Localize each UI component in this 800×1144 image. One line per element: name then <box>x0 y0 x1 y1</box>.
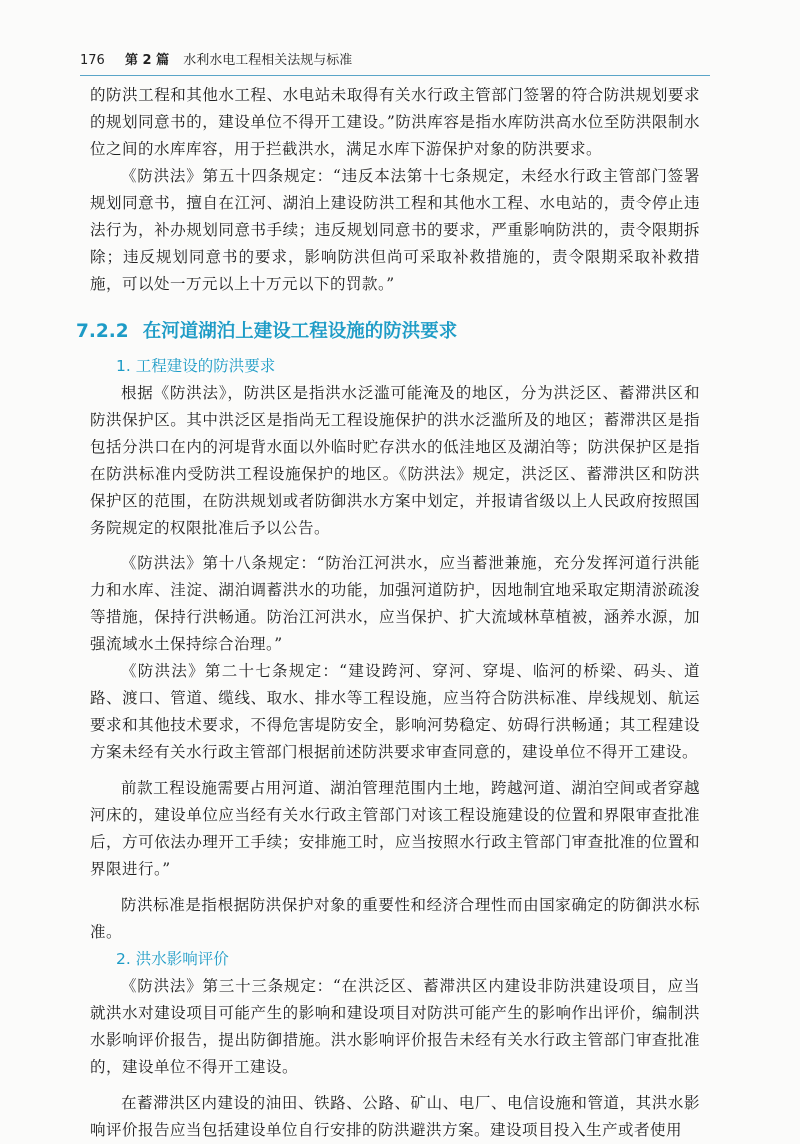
running-header <box>80 49 710 68</box>
section-number: 7.2.2 <box>76 321 129 342</box>
paragraph: 《防洪法》第五十四条规定：“违反本法第十七条规定，未经水行政主管部门签署规划同意书，擅自在江河、湖泊上建设防洪工程和其他水工程、水电站的，责令停止违法行为，补办规划同意书手续；违反规划同意书的要求，严重影响防洪的，责令限期拆除；违反规划同意书的要求，影响防洪但尚可采取补救措施的，责令限期采取补救措施，可以处一万元以上十万元以下的罚款。” <box>90 167 700 293</box>
part-label: 第 2 篇 <box>124 53 170 68</box>
subsection-heading: 2. 洪水影响评价 <box>116 950 229 968</box>
header-title: 水利水电工程相关法规与标准 <box>183 53 353 68</box>
paragraph: 《防洪法》第十八条规定：“防治江河洪水，应当蓄泄兼施，充分发挥河道行洪能力和水库、洼淀、湖泊调蓄洪水的功能，加强河道防护，因地制宜地采取定期清淤疏浚等措施，保持行洪畅通。防治江河洪水，应当保护、扩大流域林草植被，涵养水源，加强流域水土保持综合治理。” <box>90 554 700 653</box>
paragraph-continued: 的防洪工程和其他水工程、水电站未取得有关水行政主管部门签署的符合防洪规划要求的规划同意书的，建设单位不得开工建设。”防洪库容是指水库防洪高水位至防洪限制水位之间的水库库容，用于拦截洪水，满足水库下游保护对象的防洪要求。 <box>90 86 700 158</box>
paragraph: 在蓄滞洪区内建设的油田、铁路、公路、矿山、电厂、电信设施和管道，其洪水影响评价报告应当包括建设单位自行安排的防洪避洪方案。建设项目投入生产或者使用 <box>90 1094 700 1139</box>
paragraph: 《防洪法》第三十三条规定：“在洪泛区、蓄滞洪区内建设非防洪建设项目，应当就洪水对建设项目可能产生的影响和建设项目对防洪可能产生的影响作出评价，编制洪水影响评价报告，提出防御措施。洪水影响评价报告未经有关水行政主管部门审查批准的，建设单位不得开工建设。 <box>90 977 700 1076</box>
paragraph: 根据《防洪法》，防洪区是指洪水泛滥可能淹及的地区，分为洪泛区、蓄滞洪区和防洪保护区。其中洪泛区是指尚无工程设施保护的洪水泛滥所及的地区；蓄滞洪区是指包括分洪口在内的河堤背水面以外临时贮存洪水的低洼地区及湖泊等；防洪保护区是指在防洪标准内受防洪工程设施保护的地区。《防洪法》规定，洪泛区、蓄滞洪区和防洪保护区的范围，在防洪规划或者防御洪水方案中划定，并报请省级以上人民政府按照国务院规定的权限批准后予以公告。 <box>90 384 700 537</box>
header-rule <box>80 75 710 76</box>
page-number: 176 <box>80 53 105 68</box>
section-title: 在河道湖泊上建设工程设施的防洪要求 <box>142 321 458 342</box>
section-heading <box>76 319 700 345</box>
page-body <box>76 82 700 1144</box>
paragraph: 前款工程设施需要占用河道、湖泊管理范围内土地，跨越河道、湖泊空间或者穿越河床的，建设单位应当经有关水行政主管部门对该工程设施建设的位置和界限审查批准后，方可依法办理开工手续；安排施工时，应当按照水行政主管部门审查批准的位置和界限进行。” <box>90 779 700 878</box>
subsection-heading: 1. 工程建设的防洪要求 <box>116 357 276 375</box>
paragraph: 防洪标准是指根据防洪保护对象的重要性和经济合理性而由国家确定的防御洪水标准。 <box>90 896 700 941</box>
paragraph: 《防洪法》第二十七条规定：“建设跨河、穿河、穿堤、临河的桥梁、码头、道路、渡口、管道、缆线、取水、排水等工程设施，应当符合防洪标准、岸线规划、航运要求和其他技术要求，不得危害堤防安全，影响河势稳定、妨碍行洪畅通；其工程建设方案未经有关水行政主管部门根据前述防洪要求审查同意的，建设单位不得开工建设。 <box>90 662 700 761</box>
